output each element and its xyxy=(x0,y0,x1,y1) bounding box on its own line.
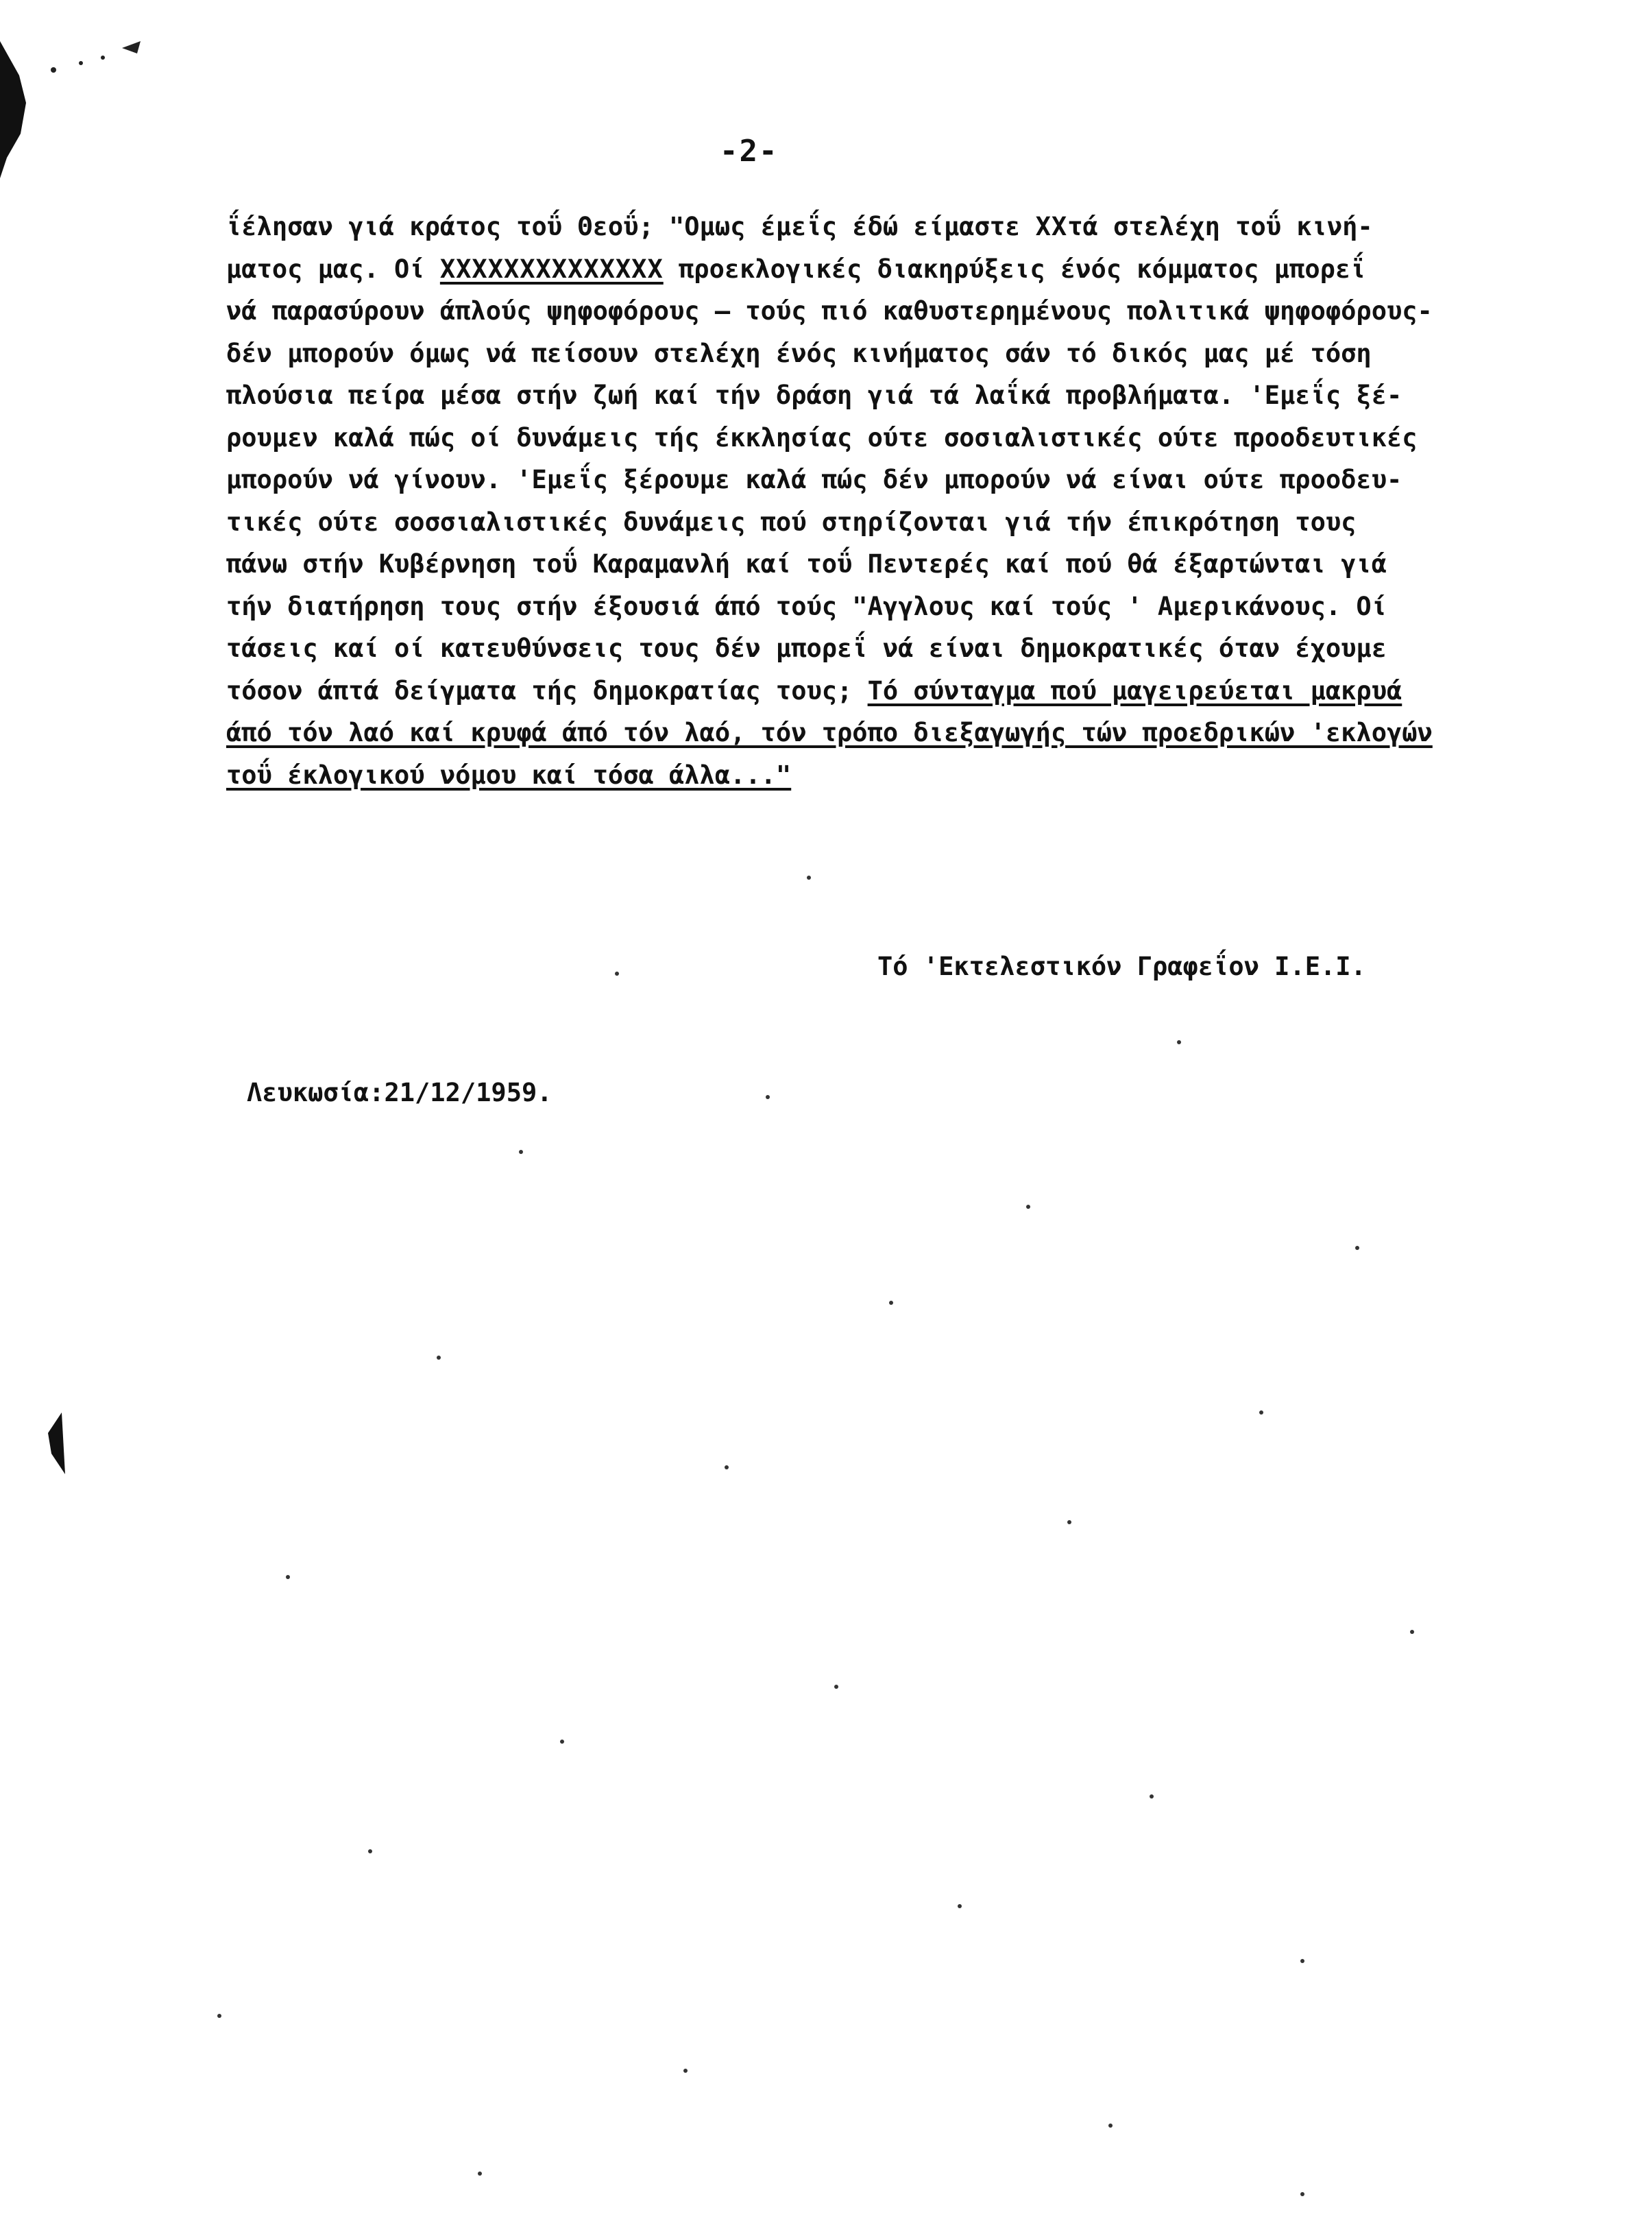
body-line-6: ρουμεν καλά πώς οί δυνάμεις τής έκκλησίας ούτε σοσιαλιστικές ούτε προοδευτικές xyxy=(226,422,1418,453)
scan-speck xyxy=(1300,1959,1304,1963)
scan-speck xyxy=(286,1575,290,1579)
binder-hole-top-mark xyxy=(0,41,26,178)
scan-speck xyxy=(683,2069,688,2073)
body-line-8: τικές ούτε σοσσιαλιστικές δυνάμεις πού στηρίζονται γιά τήν έπικρότηση τους xyxy=(226,507,1357,537)
body-line-11: τάσεις καί οί κατευθύνσεις τους δέν μπορεΐ νά είναι δημοκρατικές όταν έχουμε xyxy=(226,634,1387,663)
scan-speck xyxy=(122,41,141,53)
scan-speck xyxy=(217,2014,221,2018)
underlined-quote: Τό σύνταγμα πού μαγειρεύεται μακρυά xyxy=(867,675,1402,706)
scan-speck xyxy=(1026,1205,1030,1209)
scan-speck xyxy=(437,1356,441,1360)
scan-speck xyxy=(51,67,56,73)
scan-speck xyxy=(519,1150,523,1154)
typed-over-word: ΧΧ xyxy=(1035,212,1068,241)
scan-speck xyxy=(368,1849,372,1853)
body-line-3: νά παρασύρουν άπλούς ψηφοφόρους – τούς πιό καθυστερημένους πολιτικά ψηφοφόρους- xyxy=(226,296,1433,326)
scan-speck xyxy=(889,1301,893,1305)
scan-speck xyxy=(1410,1630,1414,1634)
scan-speck xyxy=(958,1904,962,1908)
scan-speck xyxy=(1067,1520,1071,1524)
binder-hole-bottom-mark xyxy=(48,1412,65,1474)
scan-speck xyxy=(615,972,619,976)
scan-speck xyxy=(1300,2192,1304,2196)
scan-speck xyxy=(1259,1410,1263,1415)
date-line: Λευκωσία:21/12/1959. xyxy=(247,1078,552,1107)
scan-speck xyxy=(807,876,811,880)
body-line-12: τόσον άπτά δείγματα τής δημοκρατίας τους; Τό σύνταγμα πού μαγειρεύεται μακρυά xyxy=(226,675,1402,706)
typed-over-word: ΧΧΧΧΧΧΧΧΧΧΧΧΧΧ xyxy=(439,254,664,284)
scan-speck xyxy=(101,56,105,60)
body-line-4: δέν μπορούν όμως νά πείσουν στελέχη ένός κινήματος σάν τό δικός μας μέ τόση xyxy=(226,338,1372,368)
scan-speck xyxy=(766,1095,770,1099)
signature: Τό 'Εκτελεστικόν Γραφεΐον Ι.Ε.Ι. xyxy=(877,952,1366,981)
letter-body xyxy=(226,206,1638,796)
scan-speck xyxy=(1108,2124,1113,2128)
body-line-2: ματος μας. Οί ΧΧΧΧΧΧΧΧΧΧΧΧΧΧ προεκλογικές διακηρύξεις ένός κόμματος μπορεΐ xyxy=(226,254,1366,284)
underlined-quote: τοΰ έκλογικού νόμου καί τόσα άλλα..." xyxy=(226,760,792,790)
scan-speck xyxy=(725,1465,729,1469)
body-line-7: μπορούν νά γίνουν. 'Εμεΐς ξέρουμε καλά πώς δέν μπορούν νά είναι ούτε προοδευ- xyxy=(226,465,1402,494)
scan-speck xyxy=(1177,1040,1181,1044)
body-line-13: άπό τόν λαό καί κρυφά άπό τόν λαό, τόν τρόπο διεξαγωγής τών προεδρικών 'εκλογών xyxy=(226,718,1433,747)
scan-speck xyxy=(79,61,83,65)
scan-speck xyxy=(560,1740,564,1744)
body-line-1: ΐέλησαν γιά κράτος τοΰ Θεοΰ; "Ομως έμεΐς έδώ είμαστε ΧΧτά στελέχη τοΰ κινή- xyxy=(226,212,1373,241)
scan-speck xyxy=(478,2172,482,2176)
scan-speck xyxy=(834,1685,838,1689)
body-line-9: πάνω στήν Κυβέρνηση τοΰ Καραμανλή καί τοΰ Πεντερές καί πού θά έξαρτώνται γιά xyxy=(226,549,1387,579)
body-line-14 xyxy=(226,754,1638,797)
scan-speck xyxy=(1355,1246,1359,1250)
body-line-10: τήν διατήρηση τους στήν έξουσιά άπό τούς "Αγγλους καί τούς ' Αμερικάνους. Οί xyxy=(226,591,1387,621)
page-number: -2- xyxy=(720,134,779,169)
body-line-5: πλούσια πείρα μέσα στήν ζωή καί τήν δράση γιά τά λαΐκά προβλήματα. 'Εμεΐς ξέ- xyxy=(226,381,1402,410)
scan-speck xyxy=(1150,1794,1154,1799)
